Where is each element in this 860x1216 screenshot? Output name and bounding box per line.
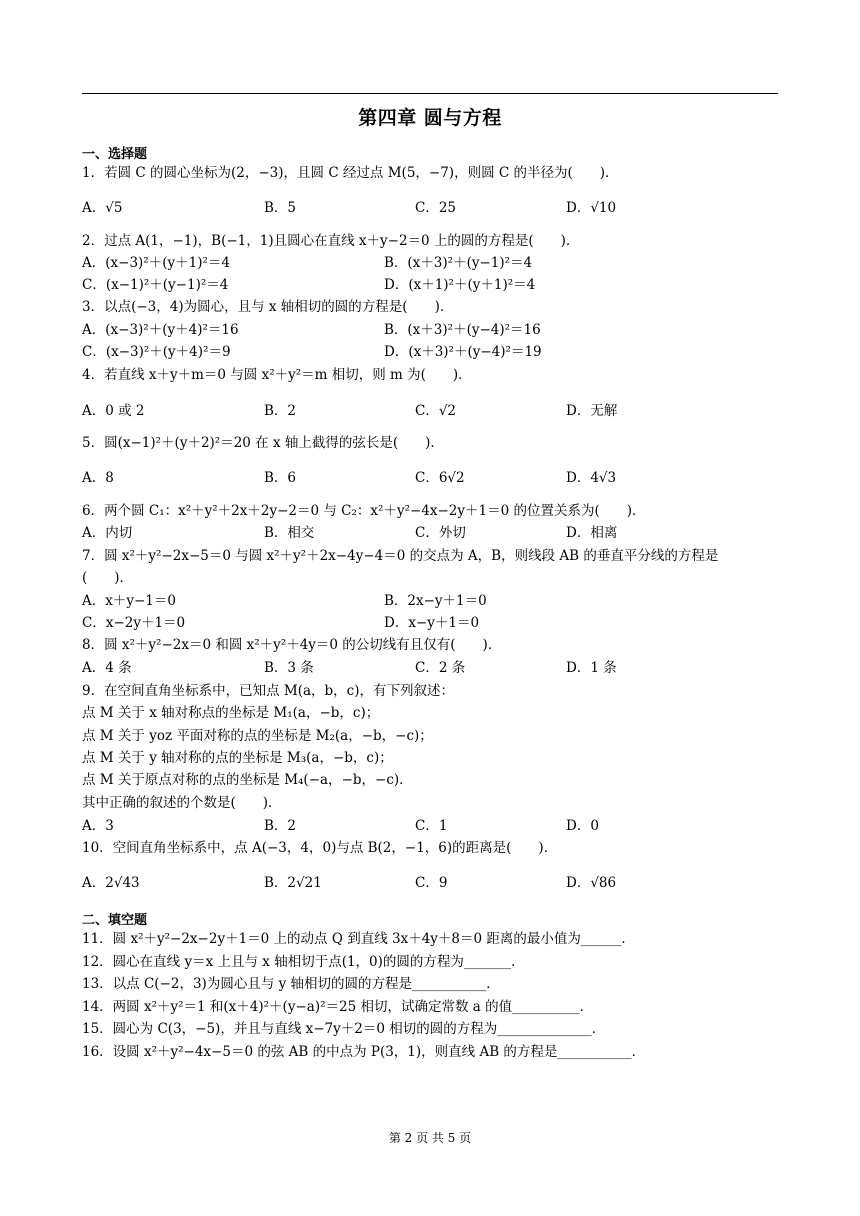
q2-option-b: B．(x＋3)²＋(y−1)²＝4 [384,255,533,271]
question-9-stem: 9．在空间直角坐标系中，已知点 M(a，b，c)，有下列叙述： [82,683,454,699]
q2-option-d: D．(x＋1)²＋(y＋1)²＝4 [384,277,536,293]
q1-option-c: C．25 [415,200,457,216]
question-3-stem: 3．以点(−3，4)为圆心，且与 x 轴相切的圆的方程是( )． [82,299,454,315]
q1-option-b: B．5 [264,200,297,216]
question-4-options [82,401,782,421]
q10-option-b: B．2√21 [264,875,322,891]
question-5-stem: 5．圆(x−1)²＋(y＋2)²＝20 在 x 轴上截得的弦长是( )． [82,435,444,451]
question-1-stem: 1．若圆 C 的圆心坐标为(2，−3)，且圆 C 经过点 M(5，−7)，则圆 C 的半径为( )． [82,165,619,181]
question-8-options [82,658,782,678]
q10-option-c: C．9 [415,875,448,891]
q7-option-b: B．2x−y＋1＝0 [384,593,487,609]
q5-option-c: C．6√2 [415,470,465,486]
q9-option-c: C．1 [415,818,448,834]
question-2-stem: 2．过点 A(1，−1)，B(−1，1)且圆心在直线 x＋y−2＝0 上的圆的方程是( )． [82,233,580,249]
question-10-stem: 10．空间直角坐标系中，点 A(−3，4，0)与点 B(2，−1，6)的距离是( )． [82,840,558,856]
q3-option-b: B．(x＋3)²＋(y−4)²＝16 [384,322,541,338]
question-9-statement-2: 点 M 关于 yoz 平面对称的点的坐标是 M₂(a，−b，−c)； [82,728,433,744]
question-3-options-row2 [82,342,782,362]
question-2-options-row2 [82,275,782,295]
question-8-stem: 8．圆 x²＋y²−2x＝0 和圆 x²＋y²＋4y＝0 的公切线有且仅有( )． [82,637,502,653]
q8-option-d: D．1 条 [566,660,617,676]
section-fill-heading: 二、填空题 [82,913,148,928]
q8-option-b: B．3 条 [264,660,314,676]
q1-option-a: A．√5 [82,200,123,216]
question-11: 11．圆 x²＋y²−2x−2y＋1＝0 上的动点 Q 到直线 3x＋4y＋8＝0 距离的最小值为______． [82,931,635,947]
q4-option-b: B．2 [264,403,297,419]
question-7-options-row1 [82,591,782,611]
question-9-statement-3: 点 M 关于 y 轴对称的点的坐标是 M₃(a，−b，c)； [82,750,393,766]
q10-option-d: D．√86 [566,875,617,891]
q8-option-a: A．4 条 [82,660,132,676]
q6-option-c: C．外切 [415,525,466,541]
question-7-stem-continued: ( )． [82,570,134,586]
q5-option-a: A．8 [82,470,114,486]
q9-option-b: B．2 [264,818,297,834]
chapter-title: 第四章 圆与方程 [358,107,502,129]
question-7-options-row2 [82,613,782,633]
q6-option-d: D．相离 [566,525,618,541]
question-10-options [82,873,782,893]
page-footer: 第 2 页 共 5 页 [388,1131,472,1145]
q4-option-d: D．无解 [566,403,618,419]
question-9-statement-1: 点 M 关于 x 轴对称点的坐标是 M₁(a，−b，c)； [82,705,380,721]
question-1-options [82,198,782,218]
question-4-stem: 4．若直线 x＋y＋m＝0 与圆 x²＋y²＝m 相切，则 m 为( )． [82,367,472,383]
q5-option-b: B．6 [264,470,297,486]
question-14: 14．两圆 x²＋y²＝1 和(x＋4)²＋(y−a)²＝25 相切，试确定常数 a 的值__________． [82,999,594,1015]
q1-option-d: D．√10 [566,200,617,216]
question-9-prompt: 其中正确的叙述的个数是( )． [82,795,282,811]
q9-option-d: D．0 [566,818,599,834]
q3-option-d: D．(x＋3)²＋(y−4)²＝19 [384,344,542,360]
question-5-options [82,468,782,488]
q9-option-a: A．3 [82,818,114,834]
q5-option-d: D．4√3 [566,470,617,486]
question-2-options-row1 [82,253,782,273]
question-6-options [82,523,782,543]
question-16: 16．设圆 x²＋y²−4x−5＝0 的弦 AB 的中点为 P(3，1)，则直线 AB 的方程是___________． [82,1044,646,1060]
q7-option-c: C．x−2y＋1＝0 [82,615,186,631]
question-12: 12．圆心在直线 y＝x 上且与 x 轴相切于点(1，0)的圆的方程为_______． [82,954,525,970]
q10-option-a: A．2√43 [82,875,140,891]
q6-option-b: B．相交 [264,525,315,541]
question-6-stem: 6．两个圆 C₁：x²＋y²＋2x＋2y−2＝0 与 C₂：x²＋y²−4x−2y＋1＝0 的位置关系为( )． [82,503,646,519]
q8-option-c: C．2 条 [415,660,466,676]
q7-option-d: D．x−y＋1＝0 [384,615,480,631]
q6-option-a: A．内切 [82,525,133,541]
header-rule [82,93,778,94]
question-13: 13．以点 C(−2，3)为圆心且与 y 轴相切的圆的方程是___________． [82,976,500,992]
q4-option-a: A．0 或 2 [82,403,145,419]
question-9-options [82,816,782,836]
question-15: 15．圆心为 C(3，−5)，并且与直线 x−7y＋2＝0 相切的圆的方程为______________． [82,1021,606,1037]
question-9-statement-4: 点 M 关于原点对称的点的坐标是 M₄(−a，−b，−c)． [82,772,413,788]
q2-option-c: C．(x−1)²＋(y−1)²＝4 [82,277,229,293]
question-7-stem: 7．圆 x²＋y²−2x−5＝0 与圆 x²＋y²＋2x−4y−4＝0 的交点为 A，B，则线段 AB 的垂直平分线的方程是 [82,548,719,564]
q3-option-c: C．(x−3)²＋(y＋4)²＝9 [82,344,231,360]
q7-option-a: A．x＋y−1＝0 [82,593,176,609]
section-choice-heading: 一、选择题 [82,147,148,162]
q3-option-a: A．(x−3)²＋(y＋4)²＝16 [82,322,239,338]
question-3-options-row1 [82,320,782,340]
q2-option-a: A．(x−3)²＋(y＋1)²＝4 [82,255,230,271]
q4-option-c: C．√2 [415,403,457,419]
